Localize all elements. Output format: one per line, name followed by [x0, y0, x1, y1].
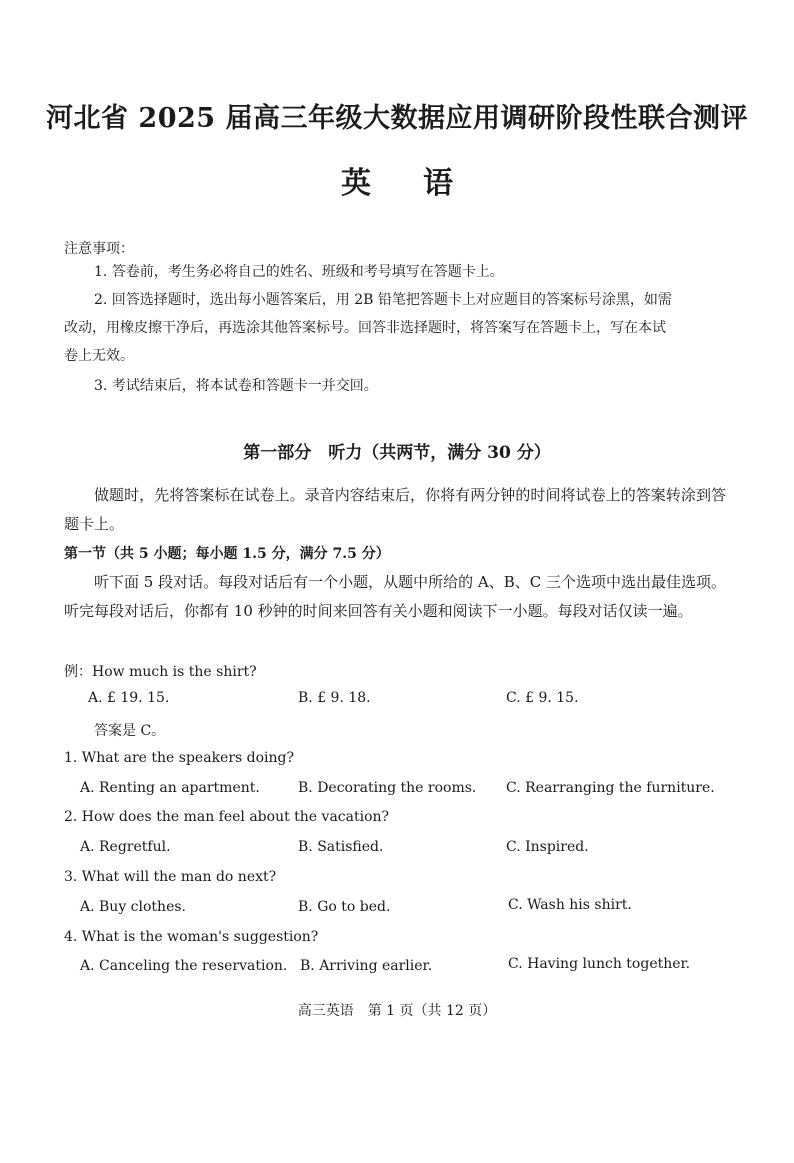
notes-heading: 注意事项：	[64, 241, 134, 257]
q2-option-b: B. Satisfied.	[298, 839, 384, 855]
example-option-c: C. £ 9. 15.	[506, 690, 579, 706]
q3-option-c: C. Wash his shirt.	[508, 897, 632, 913]
section1-heading: 第一节（共 5 小题；每小题 1.5 分，满分 7.5 分）	[64, 546, 390, 562]
question-4: 4. What is the woman's suggestion?	[64, 929, 319, 945]
note-line: 1. 答卷前，考生务必将自己的姓名、班级和考号填写在答题卡上。	[94, 264, 504, 280]
question-1: 1. What are the speakers doing?	[64, 750, 295, 766]
note-line: 3. 考试结束后，将本试卷和答题卡一并交回。	[94, 378, 378, 394]
note-line: 2. 回答选择题时，选出每小题答案后，用 2B 铅笔把答题卡上对应题目的答案标号涂黑，如需	[94, 292, 672, 308]
page-footer: 高三英语 第 1 页（共 12 页）	[297, 1003, 497, 1019]
q3-option-a: A. Buy clothes.	[80, 899, 186, 915]
example-option-b: B. £ 9. 18.	[298, 690, 371, 706]
q2-option-a: A. Regretful.	[80, 839, 171, 855]
q4-option-c: C. Having lunch together.	[508, 956, 691, 972]
q2-option-c: C. Inspired.	[506, 839, 589, 855]
exam-title: 河北省 2025 届高三年级大数据应用调研阶段性联合测评	[46, 103, 748, 134]
note-line: 改动，用橡皮擦干净后，再选涂其他答案标号。回答非选择题时，将答案写在答题卡上，写在本试	[64, 320, 666, 336]
q1-option-c: C. Rearranging the furniture.	[506, 780, 715, 796]
question-3: 3. What will the man do next?	[64, 869, 277, 885]
example-question: 例：How much is the shirt?	[64, 664, 257, 680]
subject-char-2: 语	[423, 166, 453, 201]
question-2: 2. How does the man feel about the vacation?	[64, 809, 390, 825]
q1-option-b: B. Decorating the rooms.	[298, 780, 477, 796]
q4-option-b: B. Arriving earlier.	[300, 958, 433, 974]
subject-char-1: 英	[341, 166, 371, 201]
part1-title: 第一部分 听力（共两节，满分 30 分）	[243, 443, 551, 463]
q3-option-b: B. Go to bed.	[298, 899, 391, 915]
subject-heading	[0, 158, 794, 202]
note-line: 卷上无效。	[64, 348, 134, 364]
example-answer: 答案是 C。	[94, 723, 166, 739]
q1-option-a: A. Renting an apartment.	[80, 780, 260, 796]
example-option-a: A. £ 19. 15.	[88, 690, 170, 706]
section1-instructions: 听下面 5 段对话。每段对话后有一个小题，从题中所给的 A、B、C 三个选项中选出最佳选项。听完每段对话后，你都有 10 秒钟的时间来回答有关小题和阅读下一小题。每段对话仅读一遍。	[64, 573, 726, 620]
q4-option-a: A. Canceling the reservation.	[80, 958, 288, 974]
part1-intro: 做题时，先将答案标在试卷上。录音内容结束后，你将有两分钟的时间将试卷上的答案转涂到答题卡上。	[64, 486, 726, 533]
